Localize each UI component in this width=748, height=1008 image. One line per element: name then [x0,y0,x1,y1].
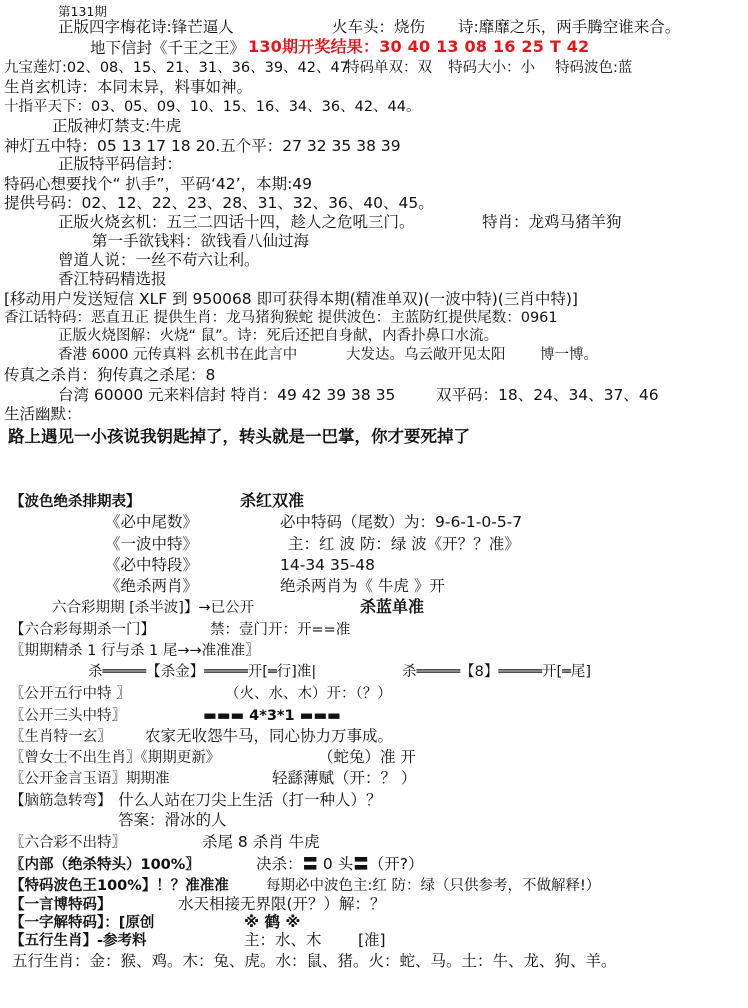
wave-king-label: 【特码波色王100%】！？准准准 [10,878,229,894]
five-zodiac-label: 【五行生肖】-参考料 [10,933,147,949]
lotus-lamp-numbers: 九宝莲灯:02、08、15、21、31、36、39、42、47 [4,60,349,76]
taiwan-envelope: 台湾 60000 元来料信封 特肖：49 42 39 38 35 [58,386,396,404]
tail-value: 必中特码（尾数）为：9-6-1-0-5-7 [280,513,523,531]
riddle-question: 什么人站在刀尖上生活（打一种人）？ [118,791,382,809]
provided-numbers: 提供号码：02、12、22、23、28、31、32、36、40、45。 [4,194,434,212]
riddle-label: 【脑筋急转弯】 [10,793,112,809]
special-zodiac: 特肖：龙鸡马猪羊狗 [482,213,622,231]
row-tail-kill: 〖期期精杀 1 行与杀 1 尾→→准准准〗 [10,643,260,659]
three-heads-value: ▬▬▬ 4*3*1 ▬▬▬ [203,708,341,724]
five-zodiac-main: 主：水、木 [244,931,322,949]
underground-envelope: 地下信封《千王之王》 [90,39,246,57]
five-elements-value: （火、水、木）开：（？） [225,686,392,702]
kill-two-label: 《绝杀两肖》 [105,577,199,595]
kill-red: 杀红双准 [240,491,305,510]
kill-tail: 杀═════【8】═════开[═尾] [402,664,592,680]
special-envelope: 正版特平码信封： [58,155,183,173]
wave-color: 特码波色:蓝 [555,60,633,76]
fire-mystery: 正版火烧玄机：五三二四话十四，趁人之危吼三门。 [58,213,415,231]
odd-even: 特码单双：双 [345,60,432,76]
internal-kill-label: 〖内部（绝杀特头）100%〗 [10,857,200,873]
kill-blue: 杀蓝单准 [360,597,425,616]
train-head: 火车头：烧伤 [332,18,426,36]
kill-door-value: 禁：壹门开：开==准 [210,622,351,638]
lamp-five-special: 神灯五中特：05 13 17 18 20.五个平：27 32 35 38 39 [4,137,401,155]
golden-words-value: 轻繇薄赋（开：？ ） [272,769,417,787]
half-wave: 六合彩期期 [杀半波]】→已公开 [52,600,255,616]
no-special-value: 杀尾 8 杀肖 牛虎 [202,833,320,851]
daoren-says: 曾道人说：一丝不苟六让利。 [58,251,260,269]
ms-zeng-value: （蛇兔）准 开 [318,748,416,766]
wave-kill-table: 【波色绝杀排期表】 [10,494,141,510]
xiangjiang-special: 香江话特码：恶直丑正 提供生肖：龙马猪狗猴蛇 提供波色：主蓝防红提供尾数：0961 [4,310,558,326]
wave-label: 《一波中特》 [105,535,199,553]
one-char-value: ※ 鹤 ※ [244,913,301,931]
kill-door-label: 【六合彩每期杀一门】 [10,622,155,638]
one-word-value: 水天相接无界限(开？）解：？ [178,895,386,913]
sms-notice: [移动用户发送短信 XLF 到 950068 即可获得本期(精准单双)(一波中特)(三肖中特)] [4,290,578,308]
zodiac-mystery-label: 〖生肖特一玄〗 [10,729,112,745]
no-special-label: 〖六合彩不出特〗 [10,835,126,851]
segment-label: 《必中特段》 [105,556,199,574]
riddle-answer: 答案：滑冰的人 [118,811,227,829]
special-heart: 特码心想要找个“ 扒手”，平码‘42’，本期:49 [4,175,313,193]
first-hand-info: 第一手欲钱料：欲钱看八仙过海 [92,232,310,250]
wave-value: 主：红 波 防：绿 波《开？？准》 [288,535,520,553]
hk-fax-a: 香港 6000 元传真料 玄机书在此言中 [58,347,298,363]
humor-joke: 路上遇见一小孩说我钥匙掉了，转头就是一巴掌，你才要死掉了 [8,427,470,446]
segment-value: 14-34 35-48 [280,556,376,574]
tail-label: 《必中尾数》 [105,513,199,531]
five-zodiac-accurate: [准] [358,931,386,949]
xiangjiang-header: 香江特码精选报 [58,270,167,288]
one-word-label: 【一言博特码】 [10,897,112,913]
wave-king-value: 每期必中波色主:红 防：绿（只供参考，不做解释!） [266,878,601,894]
poem-line: 诗:靡靡之乐，两手腾空谁来合。 [458,18,681,36]
lamp-forbidden: 正版神灯禁支:牛虎 [52,117,182,135]
ms-zeng-label: 〖曾女士不出生肖〗《期期更新》 [10,750,221,766]
three-heads-label: 〖公开三头中特〗 [10,708,126,724]
zodiac-mystery-value: 农家无收怨牛马，同心协力万事成。 [145,727,394,745]
plum-poem: 正版四字梅花诗:锋芒逼人 [58,18,234,36]
ten-fingers: 十指平天下：03、05、09、10、15、16、34、36、42、44。 [4,99,421,115]
issue-number: 第131期 [58,4,107,19]
big-small: 特码大小：小 [448,60,535,76]
one-char-label: 【一字解特码】：[原创 [10,915,155,931]
hk-fax-c: 博一博。 [540,347,598,363]
previous-draw-result: 130期开奖结果：30 40 13 08 16 25 T 42 [248,37,590,56]
double-flat: 双平码：18、24、34、37、46 [436,386,659,404]
golden-words-label: 〖公开金言玉语〗期期准 [10,771,170,787]
five-zodiac-list: 五行生肖：金：猴、鸡。木：兔、虎。水：鼠、猪。火：蛇、马。土：牛、龙、狗、羊。 [12,952,617,970]
kill-two-value: 绝杀两肖为《 牛虎 》开 [280,577,445,595]
five-elements-label: 〖公开五行中特 〗 [10,686,131,702]
hk-fax-b: 大发达。乌云敞开见太阳 [346,347,506,363]
fax-kill: 传真之杀肖：狗传真之杀尾：8 [4,366,216,384]
fire-illustration: 正版火烧图解：火烧“ 鼠”。诗：死后还把自身献，内香扑鼻口水流。 [58,328,499,344]
internal-kill-value: 决杀：〓 0 头〓（开?） [256,855,424,873]
kill-metal: 杀═════【杀金】═════开[═行]准| [88,664,317,680]
humor-header: 生活幽默： [4,405,82,423]
zodiac-poem: 生肖玄机诗：本同末异，料事如神。 [4,78,253,96]
